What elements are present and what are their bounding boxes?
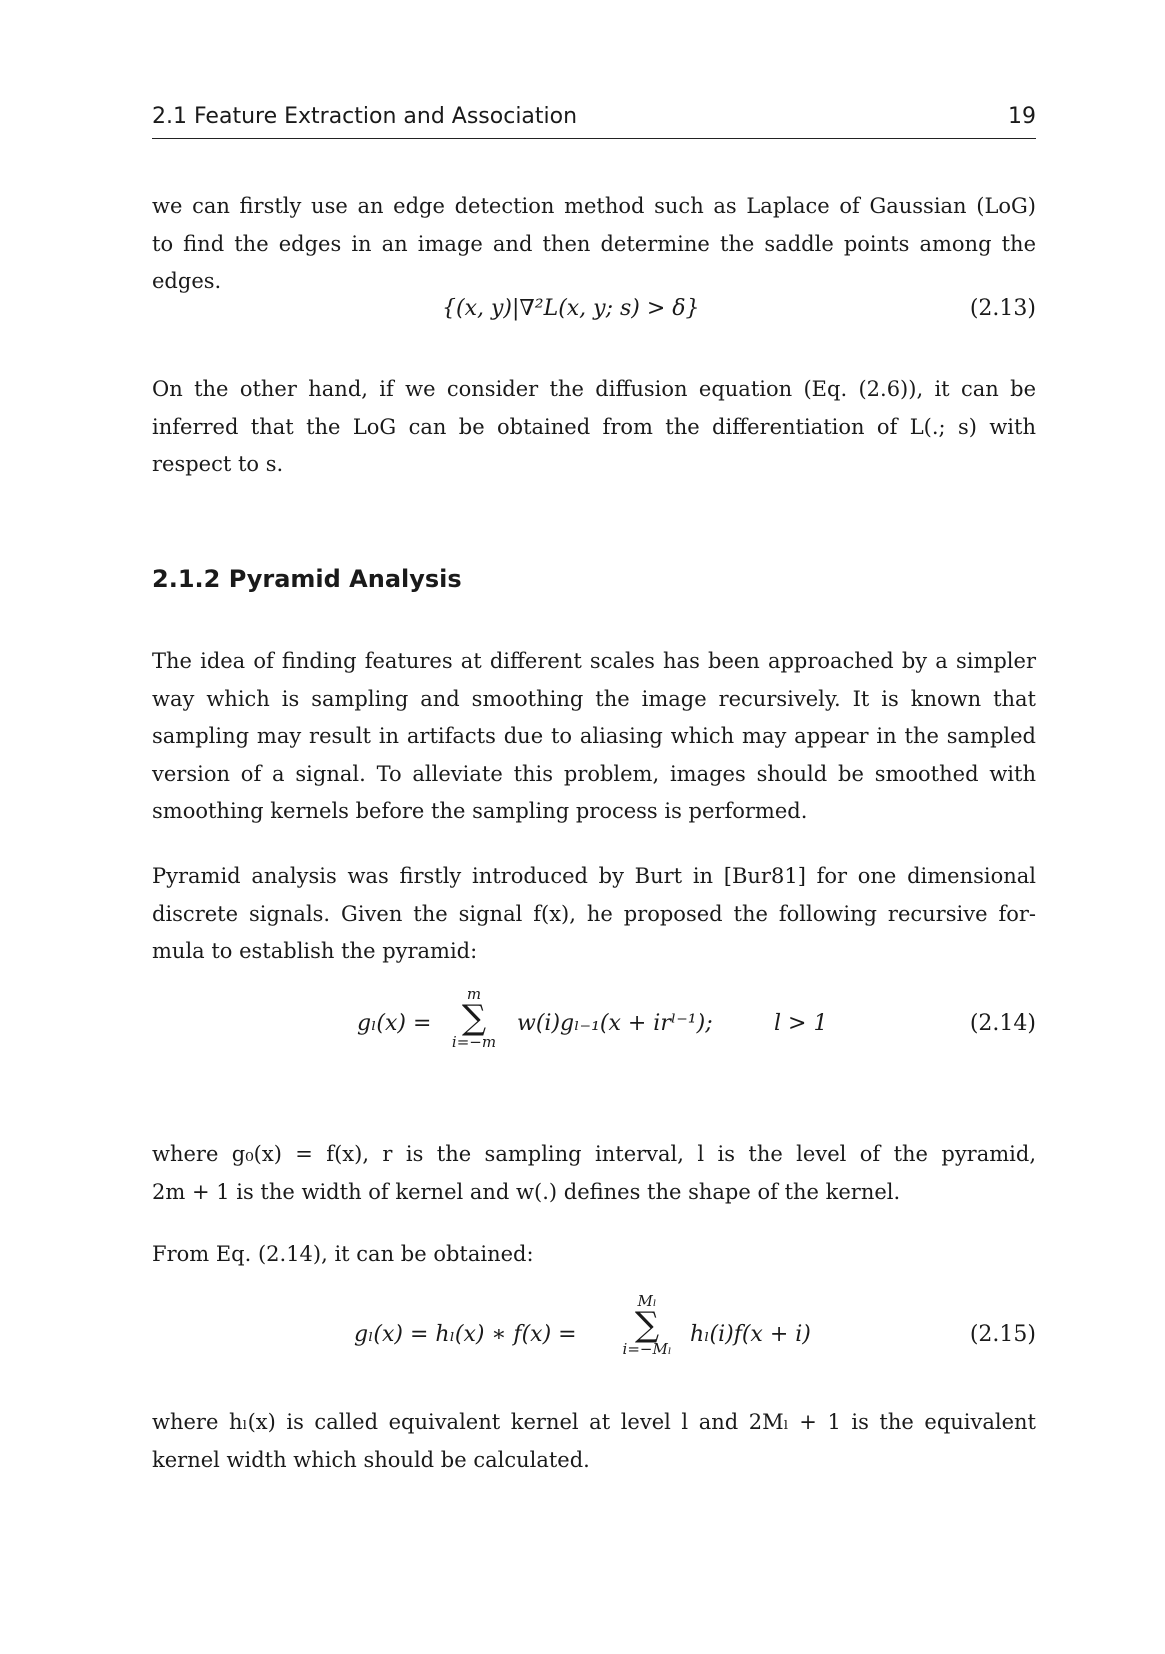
equation-rhs: hₗ(i)f(x + i) bbox=[690, 1322, 811, 1347]
text-line: kernel width which should be calculated. bbox=[152, 1447, 590, 1472]
text-line: Pyramid analysis was firstly introduced by Burt in [Bur81] for one dimensional bbox=[152, 864, 1036, 888]
paragraph-where-g0 bbox=[152, 1136, 1036, 1211]
equation-rhs: w(i)gₗ₋₁(x + irˡ⁻¹); bbox=[517, 1011, 713, 1036]
section-heading: 2.1.2 Pyramid Analysis bbox=[152, 565, 462, 593]
text-line: sampling may result in artifacts due to aliasing which may appear in the sampled bbox=[152, 724, 1036, 748]
equation-lhs: gₗ(x) = bbox=[357, 1011, 432, 1036]
equation-formula: {(x, y)|∇²L(x, y; s) > δ} bbox=[442, 296, 700, 321]
paragraph-burt bbox=[152, 858, 1036, 971]
paragraph-diffusion bbox=[152, 371, 1036, 484]
text-line: smoothing kernels before the sampling process is performed. bbox=[152, 799, 808, 823]
paragraph-log bbox=[152, 188, 1036, 301]
equation-number: (2.15) bbox=[969, 1322, 1036, 1347]
text-line: way which is sampling and smoothing the image recursively. It is known that bbox=[152, 686, 1036, 711]
text-line: The idea of finding features at different scales has been approached by a simpler bbox=[152, 649, 1036, 673]
text-line: On the other hand, if we consider the diffusion equation (Eq. (2.6)), it can be bbox=[152, 377, 1036, 401]
sum-upper-limit: Mₗ bbox=[637, 1292, 657, 1310]
text-line: discrete signals. Given the signal f(x), he proposed the following recursive for- bbox=[152, 901, 1036, 926]
sum-upper-limit: m bbox=[466, 985, 482, 1003]
sum-lower-limit: i=−Mₗ bbox=[622, 1340, 672, 1358]
summation-symbol: Mₗ ∑ i=−Mₗ bbox=[612, 1292, 682, 1358]
summation-symbol: m ∑ i=−m bbox=[444, 985, 504, 1051]
text-line: we can firstly use an edge detection method such as Laplace of Gaussian (LoG) bbox=[152, 194, 1036, 218]
text-line: From Eq. (2.14), it can be obtained: bbox=[152, 1242, 534, 1266]
text-line: 2m + 1 is the width of kernel and w(.) defines the shape of the kernel. bbox=[152, 1179, 901, 1204]
text-line: to find the edges in an image and then determine the saddle points among the bbox=[152, 231, 1036, 256]
running-header bbox=[152, 100, 1036, 139]
equation-lhs: gₗ(x) = hₗ(x) ∗ f(x) = bbox=[354, 1322, 577, 1347]
text-line: respect to s. bbox=[152, 452, 284, 476]
equation-2-14 bbox=[152, 985, 1036, 1065]
paragraph-scales bbox=[152, 643, 1036, 831]
text-line: where g₀(x) = f(x), r is the sampling interval, l is the level of the pyramid, bbox=[152, 1142, 1036, 1166]
equation-condition: l > 1 bbox=[774, 1011, 828, 1036]
header-section-title: 2.1 Feature Extraction and Association bbox=[152, 104, 578, 129]
text-line: edges. bbox=[152, 269, 222, 293]
equation-number: (2.14) bbox=[969, 1011, 1036, 1036]
text-line: inferred that the LoG can be obtained from the differentiation of L(.; s) with bbox=[152, 414, 1036, 439]
page-number: 19 bbox=[1008, 104, 1036, 129]
text-line: version of a signal. To alleviate this problem, images should be smoothed with bbox=[152, 761, 1036, 786]
equation-2-13 bbox=[152, 296, 1036, 330]
paragraph-from-eq bbox=[152, 1236, 1036, 1274]
sum-lower-limit: i=−m bbox=[451, 1033, 497, 1051]
equation-number: (2.13) bbox=[969, 296, 1036, 321]
paragraph-equivalent-kernel bbox=[152, 1404, 1036, 1479]
text-line: mula to establish the pyramid: bbox=[152, 939, 478, 963]
equation-2-15 bbox=[152, 1292, 1036, 1378]
text-line: where hₗ(x) is called equivalent kernel at level l and 2Mₗ + 1 is the equivalent bbox=[152, 1410, 1036, 1434]
